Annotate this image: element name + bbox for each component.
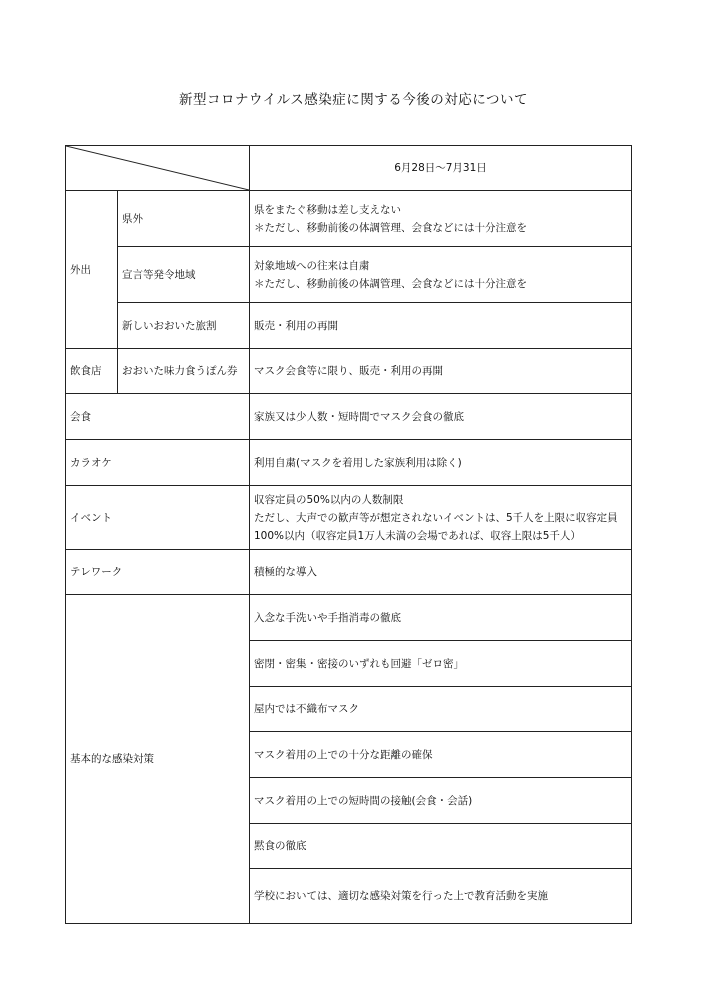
measures-table xyxy=(65,145,632,924)
table-row xyxy=(66,440,632,486)
table-row xyxy=(66,191,632,247)
table-row xyxy=(66,349,632,394)
category-event: イベント xyxy=(66,486,250,550)
measure-cell: 入念な手洗いや手指消毒の徹底 xyxy=(250,595,632,641)
table-row xyxy=(66,595,632,641)
measure-cell: マスク着用の上での短時間の接触(会食・会話) xyxy=(250,778,632,824)
table-row xyxy=(66,394,632,440)
table-row xyxy=(66,486,632,550)
measure-cell xyxy=(250,191,632,247)
measure-cell xyxy=(250,486,632,550)
sub-category-travel-discount: 新しいおおいた旅割 xyxy=(118,303,250,349)
category-outing: 外出 xyxy=(66,191,118,349)
category-basic-measures: 基本的な感染対策 xyxy=(66,595,250,924)
measure-cell: マスク会食等に限り、販売・利用の再開 xyxy=(250,349,632,394)
measure-cell: 屋内では不織布マスク xyxy=(250,687,632,732)
period-header: 6月28日～7月31日 xyxy=(250,146,632,191)
measure-line: 収容定員の50%以内の人数制限 xyxy=(254,493,404,506)
measure-cell: 家族又は少人数・短時間でマスク会食の徹底 xyxy=(250,394,632,440)
diagonal-line xyxy=(66,146,249,190)
measure-line: 100%以内（収容定員1万人未満の会場であれば、収容上限は5千人） xyxy=(254,529,581,542)
measure-cell: 密閉・密集・密接のいずれも回避「ゼロ密」 xyxy=(250,641,632,687)
measure-cell: 学校においては、適切な感染対策を行った上で教育活動を実施 xyxy=(250,869,632,924)
measure-line: 県をまたぐ移動は差し支えない xyxy=(254,203,401,216)
category-dining: 会食 xyxy=(66,394,250,440)
category-karaoke: カラオケ xyxy=(66,440,250,486)
category-restaurant: 飲食店 xyxy=(66,349,118,394)
category-telework: テレワーク xyxy=(66,550,250,595)
sub-category-prefecture: 県外 xyxy=(118,191,250,247)
table-row xyxy=(66,550,632,595)
header-row xyxy=(66,146,632,191)
sub-category-declared-area: 宣言等発令地域 xyxy=(118,247,250,303)
measure-line: ＊ただし、移動前後の体調管理、会食などには十分注意を xyxy=(254,277,527,290)
diagonal-corner-cell xyxy=(66,146,250,191)
table-row xyxy=(66,247,632,303)
measure-line: 対象地域への往来は自粛 xyxy=(254,259,370,272)
measure-cell: 販売・利用の再開 xyxy=(250,303,632,349)
measure-cell: 黙食の徹底 xyxy=(250,824,632,869)
measure-cell: 積極的な導入 xyxy=(250,550,632,595)
measure-cell: 利用自粛(マスクを着用した家族利用は除く) xyxy=(250,440,632,486)
measure-line: ＊ただし、移動前後の体調管理、会食などには十分注意を xyxy=(254,221,527,234)
page-title: 新型コロナウイルス感染症に関する今後の対応について xyxy=(179,92,528,108)
measure-cell xyxy=(250,247,632,303)
measure-line: ただし、大声での歓声等が想定されないイベントは、5千人を上限に収容定員 xyxy=(254,511,618,524)
table-row xyxy=(66,303,632,349)
measure-cell: マスク着用の上での十分な距離の確保 xyxy=(250,732,632,778)
sub-category-coupon: おおいた味力食うぽん券 xyxy=(118,349,250,394)
